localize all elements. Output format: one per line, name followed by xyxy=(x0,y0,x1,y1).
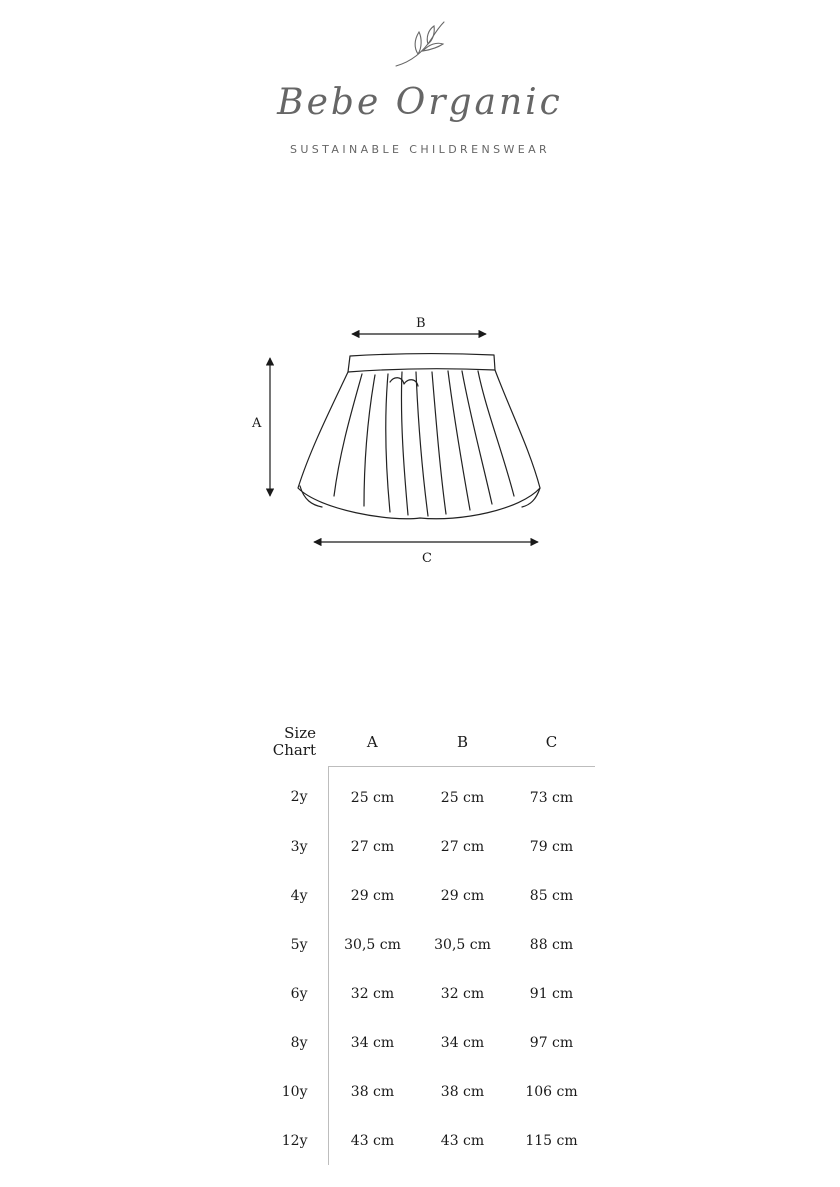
size-label: 2y xyxy=(250,767,328,823)
size-label: 8y xyxy=(250,1018,328,1067)
measurement-b: 32 cm xyxy=(440,985,485,1002)
measurement-a: 32 cm xyxy=(350,985,395,1002)
table-row xyxy=(250,920,595,969)
measurement-a: 38 cm xyxy=(350,1083,395,1100)
measurement-b: 25 cm xyxy=(440,789,485,806)
measurement-a: 34 cm xyxy=(350,1034,395,1051)
size-chart-title-line2: Chart xyxy=(272,741,316,760)
column-header-a: A xyxy=(328,718,417,767)
table-row xyxy=(250,1067,595,1116)
size-label: 3y xyxy=(250,822,328,871)
measurement-c: 106 cm xyxy=(525,1083,578,1100)
column-header-c: C xyxy=(509,718,595,767)
table-row xyxy=(250,1018,595,1067)
measurement-c: 115 cm xyxy=(525,1132,578,1149)
measurement-a: 25 cm xyxy=(350,789,395,806)
measurement-a: 30,5 cm xyxy=(344,936,401,953)
column-header-b: B xyxy=(417,718,509,767)
size-label: 5y xyxy=(250,920,328,969)
size-chart-title-line1: Size xyxy=(284,724,316,743)
table-row xyxy=(250,871,595,920)
measurement-c: 88 cm xyxy=(529,936,574,953)
size-chart-header-row xyxy=(250,718,595,767)
measurement-c: 79 cm xyxy=(529,838,574,855)
measurement-c: 85 cm xyxy=(529,887,574,904)
size-chart-title xyxy=(250,718,328,767)
skirt-measurement-diagram xyxy=(240,300,600,580)
brand-name: Bebe Organic xyxy=(277,82,563,123)
size-label: 10y xyxy=(250,1067,328,1116)
table-row xyxy=(250,767,595,823)
dimension-c-label: C xyxy=(422,551,432,566)
measurement-b: 30,5 cm xyxy=(434,936,491,953)
table-row xyxy=(250,969,595,1018)
brand-tagline: SUSTAINABLE CHILDRENSWEAR xyxy=(289,143,551,156)
size-label: 6y xyxy=(250,969,328,1018)
measurement-b: 34 cm xyxy=(440,1034,485,1051)
skirt-drawing xyxy=(298,354,540,519)
dimension-b-label: B xyxy=(416,316,426,331)
measurement-b: 29 cm xyxy=(440,887,485,904)
size-label: 4y xyxy=(250,871,328,920)
measurement-b: 38 cm xyxy=(440,1083,485,1100)
measurement-b: 43 cm xyxy=(440,1132,485,1149)
measurement-b: 27 cm xyxy=(440,838,485,855)
size-chart-table xyxy=(250,718,595,1165)
measurement-a: 27 cm xyxy=(350,838,395,855)
table-row xyxy=(250,1116,595,1165)
leaf-sprig-icon xyxy=(392,18,448,70)
dimension-a-label: A xyxy=(252,416,262,431)
measurement-a: 29 cm xyxy=(350,887,395,904)
brand-logo xyxy=(0,0,840,170)
measurement-a: 43 cm xyxy=(350,1132,395,1149)
size-label: 12y xyxy=(250,1116,328,1165)
measurement-c: 97 cm xyxy=(529,1034,574,1051)
measurement-c: 73 cm xyxy=(529,789,574,806)
measurement-c: 91 cm xyxy=(529,985,574,1002)
table-row xyxy=(250,822,595,871)
